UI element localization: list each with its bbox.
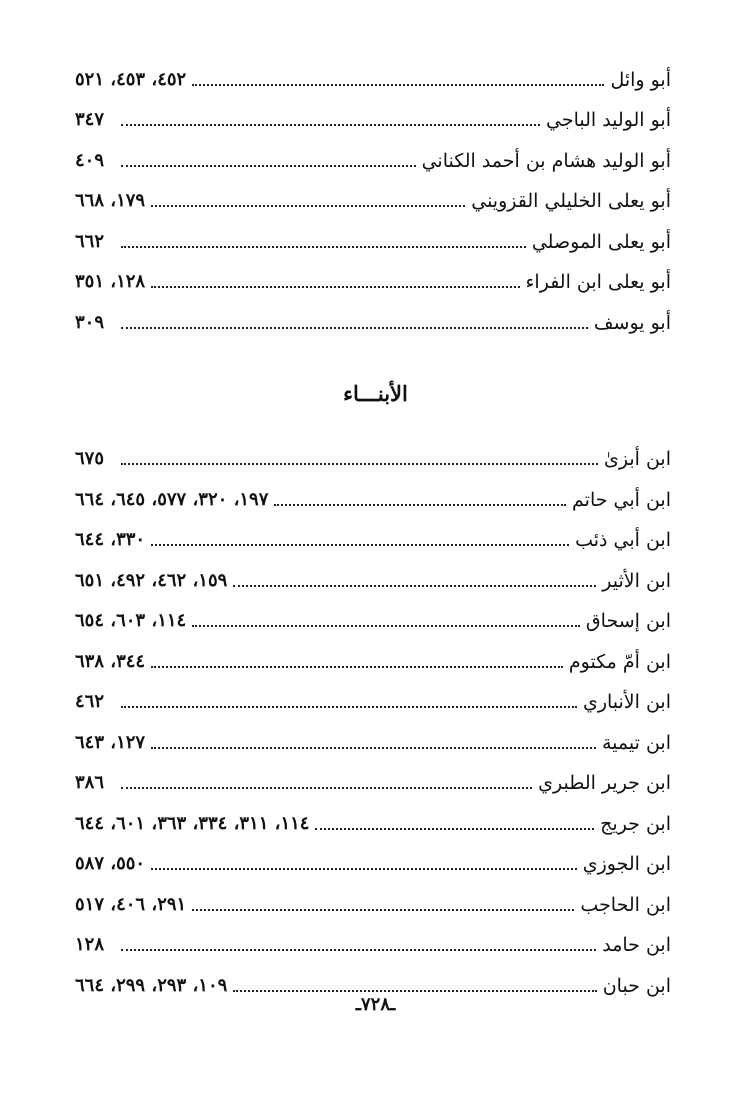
dot-leader [121, 706, 577, 708]
entry-name: أبو يوسف [593, 311, 671, 334]
entry-pages: ١٢٨ [75, 934, 105, 955]
index-entry [0, 52, 751, 93]
entry-name: ابن أبي حاتم [572, 488, 671, 511]
top-index-list [0, 52, 751, 336]
dot-leader [151, 747, 596, 749]
dot-leader [192, 84, 604, 86]
entry-name: أبو يعلى الخليلي القزويني [471, 190, 671, 212]
entry-pages: ٤٦٢ [75, 691, 105, 712]
index-entry [0, 675, 751, 716]
entry-pages: ١١٤، ٣١١، ٣٣٤، ٣٦٣، ٦٠١، ٦٤٤ [75, 812, 310, 834]
entry-name: ابن جرير الطبري [538, 772, 671, 794]
entry-pages: ١١٤، ٦٠٣، ٦٥٤ [75, 610, 187, 631]
index-entry [0, 472, 751, 513]
entry-name: أبو الوليد هشام بن أحمد الكناني [421, 149, 671, 172]
entry-pages: ٣٠٩ [75, 311, 105, 333]
entry-pages: ٦٦٢ [75, 230, 105, 252]
dot-leader [151, 286, 519, 288]
dot-leader [121, 246, 526, 248]
index-entry [0, 133, 751, 174]
page-number: ـ٧٢٨ـ [355, 994, 396, 1015]
entry-name: ابن أبزىٰ [604, 448, 671, 470]
entry-name: ابن الأنباري [582, 691, 671, 713]
dot-leader [151, 666, 563, 668]
dot-leader [121, 787, 532, 789]
index-entry [0, 513, 751, 554]
dot-leader [192, 625, 580, 627]
entry-name: ابن الأثير [602, 569, 671, 592]
entry-pages: ٣٤٤، ٦٣٨ [75, 650, 146, 672]
index-entry [0, 255, 751, 296]
entry-pages: ١٩٧، ٣٢٠، ٥٧٧، ٦٤٥، ٦٦٤ [75, 488, 269, 510]
entry-pages: ١٢٨، ٣٥١ [75, 271, 146, 292]
entry-pages: ٣٨٦ [75, 772, 105, 793]
dot-leader [121, 463, 598, 465]
entry-pages: ١٢٧، ٦٤٣ [75, 731, 146, 753]
entry-pages: ٤٠٩ [75, 149, 105, 171]
entry-pages: ٣٣٠، ٦٤٤ [75, 529, 146, 550]
dot-leader [233, 585, 596, 587]
index-entry [0, 958, 751, 999]
dot-leader [121, 165, 416, 167]
index-entry [0, 594, 751, 635]
entry-name: ابن حبان [602, 974, 671, 997]
index-entry [0, 93, 751, 134]
index-entry [0, 553, 751, 594]
dot-leader [151, 544, 569, 546]
entry-name: أبو وائل [610, 68, 671, 91]
entry-pages: ٣٤٧ [75, 109, 105, 130]
dot-leader [151, 868, 577, 870]
dot-leader [192, 909, 574, 911]
entry-name: ابن أمّ مكتوم [568, 650, 671, 673]
index-entry [0, 432, 751, 473]
dot-leader [274, 504, 566, 506]
index-entry [0, 715, 751, 756]
index-entry [0, 756, 751, 797]
index-entry [0, 796, 751, 837]
entry-pages: ١٥٩، ٤٦٢، ٤٩٢، ٦٥١ [75, 569, 228, 591]
dot-leader [315, 828, 594, 830]
index-entry [0, 918, 751, 959]
entry-name: ابن أبي ذئب [575, 529, 671, 551]
entry-pages: ٥٥٠، ٥٨٧ [75, 853, 146, 874]
index-entry [0, 877, 751, 918]
entry-pages: ٢٩١، ٤٠٦، ٥١٧ [75, 893, 187, 915]
entry-pages: ٦٧٥ [75, 448, 105, 469]
dot-leader [121, 949, 596, 951]
entry-name: أبو يعلى الموصلي [531, 230, 671, 253]
entry-name: ابن الجوزي [582, 853, 671, 875]
index-entry [0, 634, 751, 675]
entry-name: ابن تيمية [602, 731, 671, 754]
entry-name: ابن إسحاق [585, 610, 671, 632]
entry-name: أبو الوليد الباجي [545, 109, 671, 131]
entry-name: ابن الحاجب [580, 893, 671, 916]
dot-leader [151, 205, 465, 207]
dot-leader [121, 327, 588, 329]
index-entry [0, 837, 751, 878]
entry-pages: ١٧٩، ٦٦٨ [75, 190, 146, 211]
dot-leader [233, 990, 596, 992]
section-heading: الأبنـــاء [343, 380, 408, 406]
entry-name: أبو يعلى ابن الفراء [525, 271, 671, 293]
entry-name: ابن حامد [602, 934, 671, 956]
index-entry [0, 295, 751, 336]
entry-name: ابن جريج [600, 812, 671, 835]
dot-leader [121, 124, 540, 126]
entry-pages: ١٠٩، ٢٩٣، ٢٩٩، ٦٦٤ [75, 974, 228, 996]
index-entry [0, 174, 751, 215]
section-index-list [0, 432, 751, 999]
index-entry [0, 214, 751, 255]
entry-pages: ٤٥٢، ٤٥٣، ٥٢١ [75, 68, 187, 90]
